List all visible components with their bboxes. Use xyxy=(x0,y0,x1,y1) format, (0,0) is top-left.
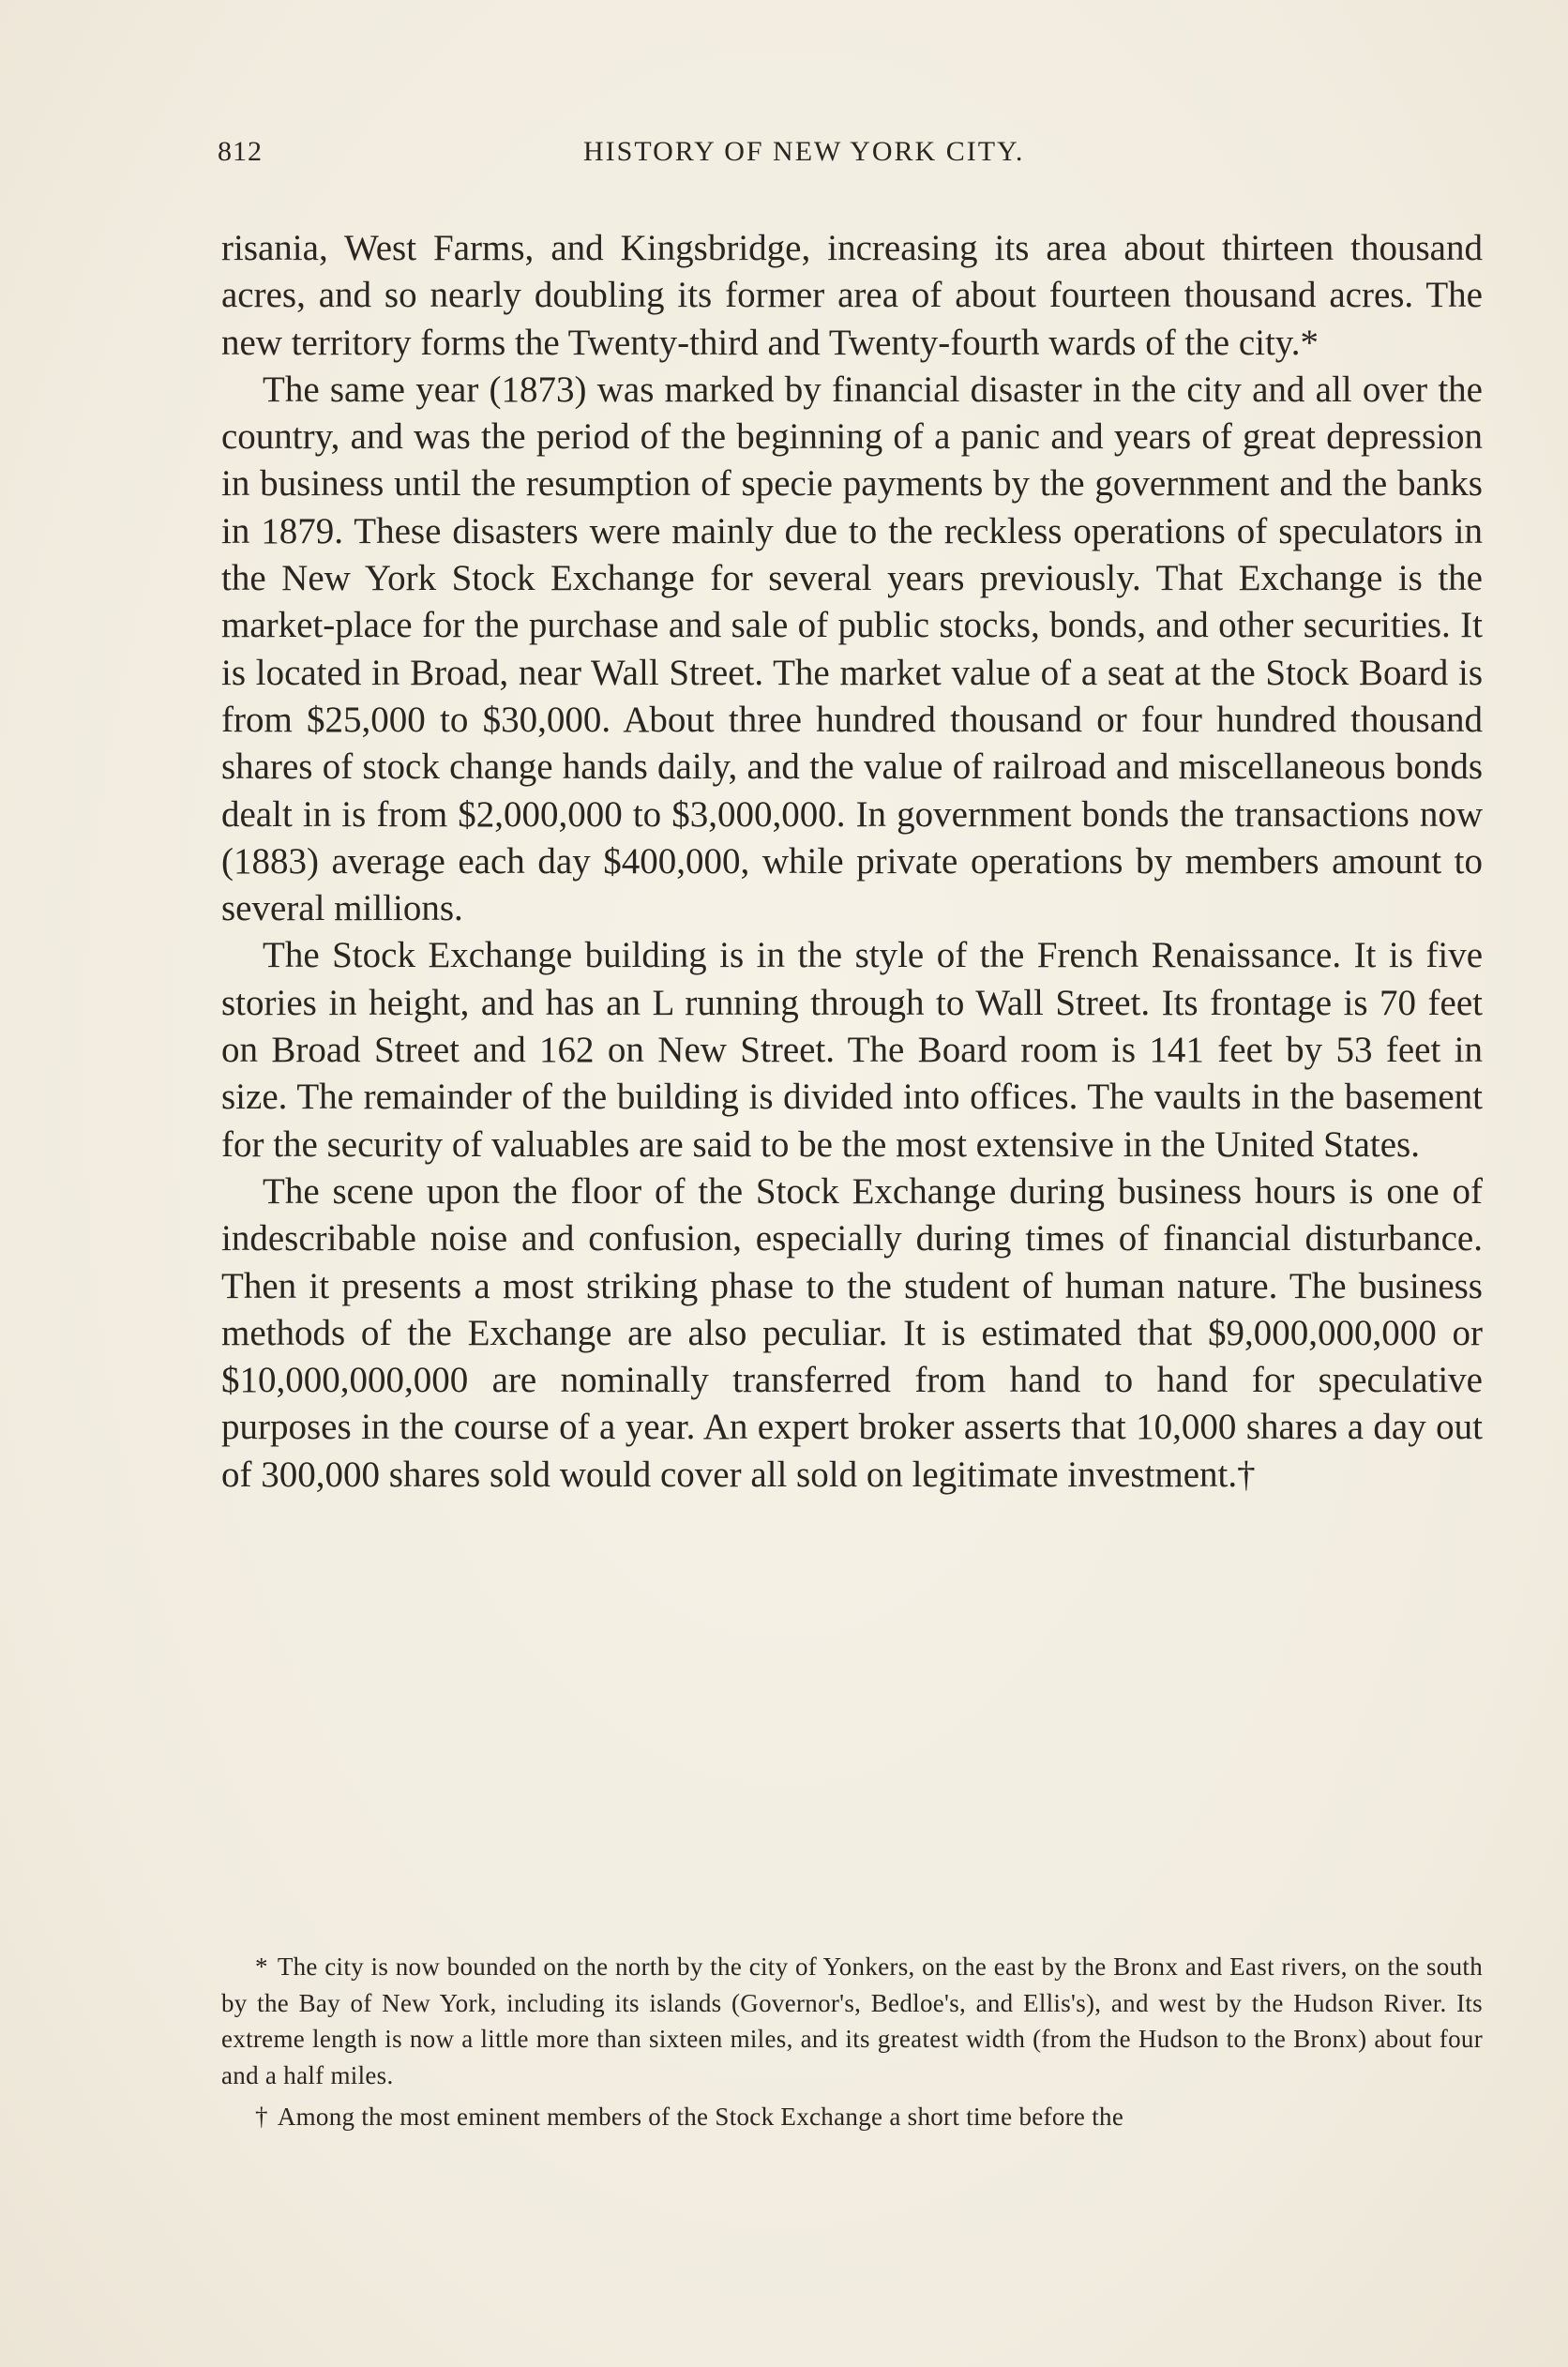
body-text xyxy=(221,225,1483,1499)
footnote-2 xyxy=(221,2099,1483,2135)
paragraph-4: The scene upon the floor of the Stock Exchange during business hours is one of indescribable noise and confusion, especially during times of financial disturbance. Then it presents a most striking phase to the student of human nature. The business methods of the Exchange are also peculiar. It is estimated that $9,000,000,000 or $10,000,000,000 are nominally transferred from hand to hand for speculative purposes in the course of a year. An expert broker asserts that 10,000 shares a day out of 300,000 shares sold would cover all sold on legitimate investment.† xyxy=(221,1170,1483,1495)
footnote-1-mark: * xyxy=(255,1952,268,1981)
footnote-2-text: Among the most eminent members of the Stock Exchange a short time before the xyxy=(277,2103,1124,2131)
footnote-1-text: The city is now bounded on the north by the city of Yonkers, on the east by the Bronx and East rivers, on the south by the Bay of New York, including its islands (Governor's, Bedloe's, and Ellis's), and west by the Hudson River. Its extreme length is now a little more than sixteen miles, and its greatest width (from the Hudson to the Bronx) about four and a half miles. xyxy=(221,1952,1483,2089)
paragraph-2: The same year (1873) was marked by financial disaster in the city and all over the country, and was the period of the beginning of a panic and years of great depression in business until the resumption of specie payments by the government and the banks in 1879. These disasters were mainly due to the reckless operations of speculators in the New York Stock Exchange for several years previously. That Exchange is the market-place for the purchase and sale of public stocks, bonds, and other securities. It is located in Broad, near Wall Street. The market value of a seat at the Stock Board is from $25,000 to $30,000. About three hundred thousand or four hundred thousand shares of stock change hands daily, and the value of railroad and miscellaneous bonds dealt in is from $2,000,000 to $3,000,000. In government bonds the transactions now (1883) average each day $400,000, while private operations by members amount to several millions. xyxy=(221,369,1483,929)
page-header xyxy=(218,136,1305,183)
page-number: 812 xyxy=(218,136,263,167)
paragraph-1: risania, West Farms, and Kingsbridge, increasing its area about thirteen thousand acres, and so nearly doubling its former area of about fourteen thousand acres. The new territory forms the Twenty-third and Twenty-fourth wards of the city.* xyxy=(221,228,1483,363)
footnote-2-mark: † xyxy=(255,2103,268,2131)
paragraph-3: The Stock Exchange building is in the style of the French Renaissance. It is five stories in height, and has an L running through to Wall Street. Its frontage is 70 feet on Broad Street and 162 on New Street. The Board room is 141 feet by 53 feet in size. The remainder of the building is divided into offices. The vaults in the basement for the security of valuables are said to be the most extensive in the United States. xyxy=(221,935,1483,1165)
footnote-1 xyxy=(221,1949,1483,2093)
footnotes xyxy=(221,1949,1483,2135)
running-title: HISTORY OF NEW YORK CITY. xyxy=(583,136,1025,167)
